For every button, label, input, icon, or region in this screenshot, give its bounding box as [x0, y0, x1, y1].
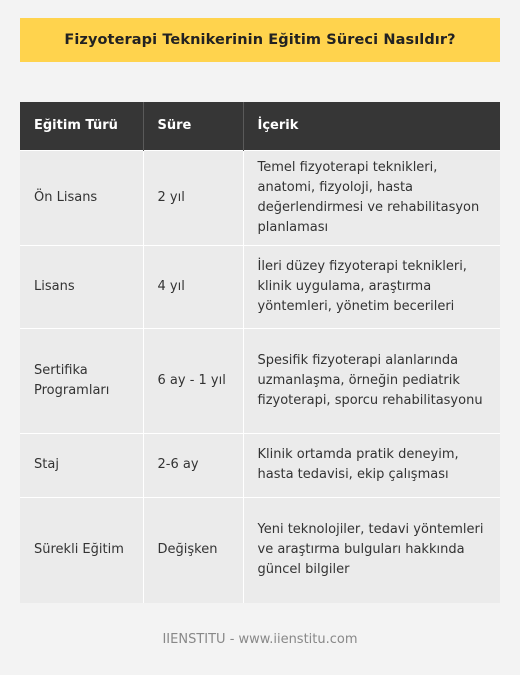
page-title: Fizyoterapi Teknikerinin Eğitim Süreci Nasıldır? [64, 32, 456, 48]
column-header-duration: Süre [143, 102, 243, 150]
cell-duration: 6 ay - 1 yıl [143, 328, 243, 433]
cell-type: Sertifika Programları [20, 328, 143, 433]
cell-duration: 2-6 ay [143, 433, 243, 497]
cell-content: Temel fizyoterapi teknikleri, anatomi, fizyoloji, hasta değerlendirmesi ve rehabilitasyon planlaması [243, 150, 500, 245]
table-row [20, 497, 500, 603]
cell-type: Ön Lisans [20, 150, 143, 245]
education-table [20, 102, 500, 603]
cell-type: Sürekli Eğitim [20, 497, 143, 603]
table-row [20, 245, 500, 328]
cell-content: Yeni teknolojiler, tedavi yöntemleri ve araştırma bulguları hakkında güncel bilgiler [243, 497, 500, 603]
cell-duration: 2 yıl [143, 150, 243, 245]
footer-credit: IIENSTITU - www.iienstitu.com [162, 632, 358, 647]
cell-content: Spesifik fizyoterapi alanlarında uzmanlaşma, örneğin pediatrik fizyoterapi, sporcu rehabilitasyonu [243, 328, 500, 433]
table-header-row [20, 102, 500, 150]
table-row [20, 328, 500, 433]
cell-type: Staj [20, 433, 143, 497]
cell-content: İleri düzey fizyoterapi teknikleri, klinik uygulama, araştırma yöntemleri, yönetim becerileri [243, 245, 500, 328]
cell-duration: 4 yıl [143, 245, 243, 328]
cell-type: Lisans [20, 245, 143, 328]
cell-content: Klinik ortamda pratik deneyim, hasta tedavisi, ekip çalışması [243, 433, 500, 497]
cell-duration: Değişken [143, 497, 243, 603]
table-row [20, 433, 500, 497]
table-row [20, 150, 500, 245]
column-header-content: İçerik [243, 102, 500, 150]
title-banner [20, 18, 500, 62]
column-header-type: Eğitim Türü [20, 102, 143, 150]
